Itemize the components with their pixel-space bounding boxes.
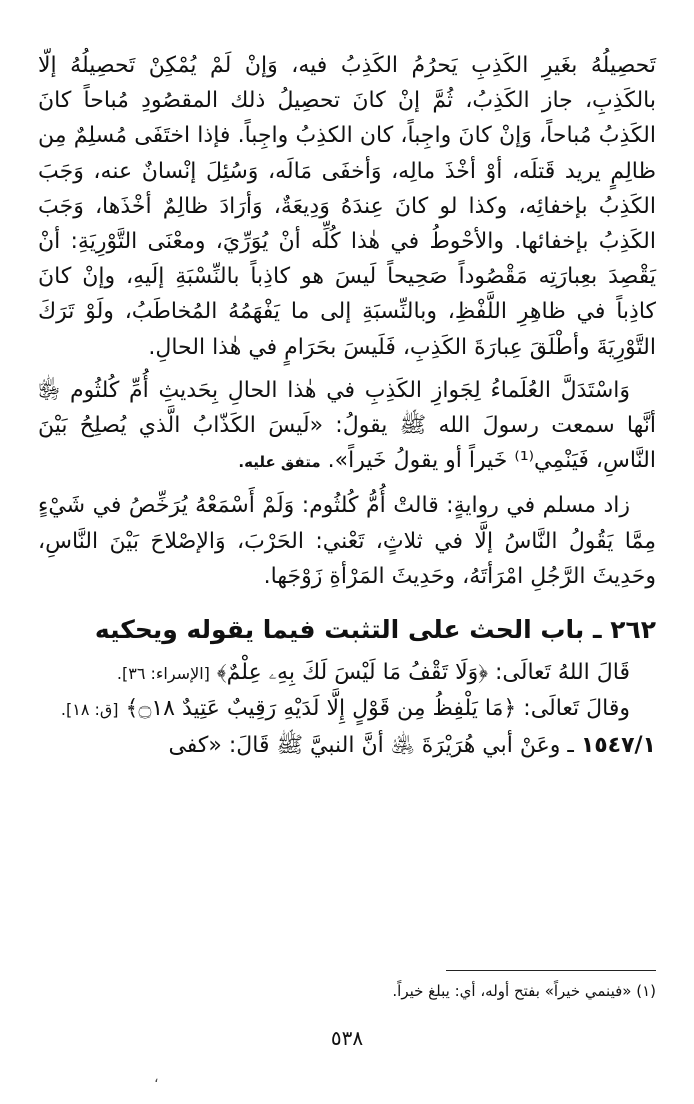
paragraph-commentary: تَحصِيلُهُ بغَيرِ الكَذِبِ يَحرُمُ الكَذِبُ فيه، وَإنْ لَمْ يُمْكِنْ تَحصِيلُهُ إلّا بالكَذِبِ، جاز الكَذِبُ، ثُمَّ إنْ كانَ تحصِيلُ ذلك المقصُودِ مُباحاً كانَ الكَذِبُ مُباحاً، وَإنْ كانَ واجِباً، كان الكذِبُ واجِباً. فإذا اختَفَى مُسلِمٌ مِن ظالِمٍ يريد قَتلَه، أوْ أخْذَ مالِه، وَأخفَى مَالَه، وَسُئِلَ إنْسانٌ عنه، وَجَبَ الكَذِبُ بإخفائِه، وكذا لو كانَ عِندَهُ وَدِيعَةٌ، وَأرَادَ ظالِمٌ أخْذَها، وَجَبَ الكَذِبُ بإخفائها. والأحْوطُ في هٰذا كُلِّه أنْ يُوَرِّيَ، ومعْنَى التَّوْرِيَةِ: أنْ يَقْصِدَ بعِبارَتِه مَقْصُوداً صَحِيحاً لَيسَ هو كاذِباً بالنِّسْبَةِ إلَيهِ، وإنْ كانَ كاذِباً في ظاهِرِ اللَّفْظِ، وبالنِّسبَةِ إلى ما يَفْهَمُهُ المُخاطَبُ، ولَوْ تَرَكَ التَّوْرِيَةَ وأطْلَقَ عِبارَةَ الكَذِبِ، فَلَيسَ بحَرَامٍ في هٰذا الحالِ. — [38, 53, 656, 360]
footnote-divider — [446, 970, 656, 971]
verse-2-reference: [ق: ١٨]. — [60, 700, 119, 720]
verse-2-intro: وقالَ تَعالَى: — [523, 696, 630, 722]
footnote: (١) «فينمي خيراً» بفتح أوله، أي: يبلغ خيراً. — [392, 982, 656, 1000]
stray-mark: ، — [154, 1070, 159, 1086]
chapter-heading: ٢٦٢ ـ باب الحث على التثبت فيما يقوله ويحكيه — [94, 615, 656, 645]
verse-2-text: ﴿مَا يَلْفِظُ مِن قَوْلٍ إِلَّا لَدَيْهِ رَقِيبٌ عَتِيدٌ ۝١٨﴾ — [125, 696, 517, 722]
verse-1-intro: قَالَ اللهُ تَعالَى: — [495, 660, 630, 686]
paragraph-evidence — [38, 373, 656, 481]
verse-line-1 — [38, 655, 656, 691]
verse-1-reference: [الإسراء: ٣٦]. — [116, 664, 210, 684]
evidence-text: وَاسْتَدَلَّ العُلَماءُ لِجَوازِ الكَذِبِ في هٰذا الحالِ بِحَديثِ أُمِّ كُلثُوم ﵂ أنَّها سمعت رسولَ الله ﷺ يقولُ: «لَيسَ الكَذّابُ الَّذي يُصلِحُ بَيْنَ النَّاسِ، فَيَنْمِي⁽¹⁾ خَيراً أو يقولُ خَيراً». — [38, 377, 656, 474]
hadith-line — [38, 728, 656, 763]
hadith-text: ـ وعَنْ أبي هُرَيْرَةَ ﵁ أنَّ النبيَّ ﷺ قَالَ: «كفى — [168, 732, 574, 758]
paragraph-muslim-addition: زاد مسلم في روايةٍ: قالتْ أُمُّ كُلثُوم: وَلَمْ أَسْمَعْهُ يُرَخِّصُ في شَيْءٍ مِمَّا يَقُولُ النَّاسُ إلَّا في ثلاثٍ، تَعْني: الحَرْبَ، وَالإصْلاحَ بَيْنَ النَّاسِ، وحَدِيثَ الرَّجُلِ امْرَأتَهُ، وحَدِيثَ المَرْأةِ زَوْجَها. — [38, 493, 656, 589]
page-number: ٥٣٨ — [330, 1026, 364, 1050]
hadith-number: ١٥٤٧/١ — [580, 732, 656, 758]
verse-line-2 — [38, 691, 656, 727]
agreed-upon-label: متفق عليه. — [238, 453, 321, 472]
main-text — [38, 48, 656, 763]
verse-1-text: ﴿وَلَا تَقْفُ مَا لَيْسَ لَكَ بِهِۦ عِلْمٌ﴾ — [216, 660, 489, 686]
